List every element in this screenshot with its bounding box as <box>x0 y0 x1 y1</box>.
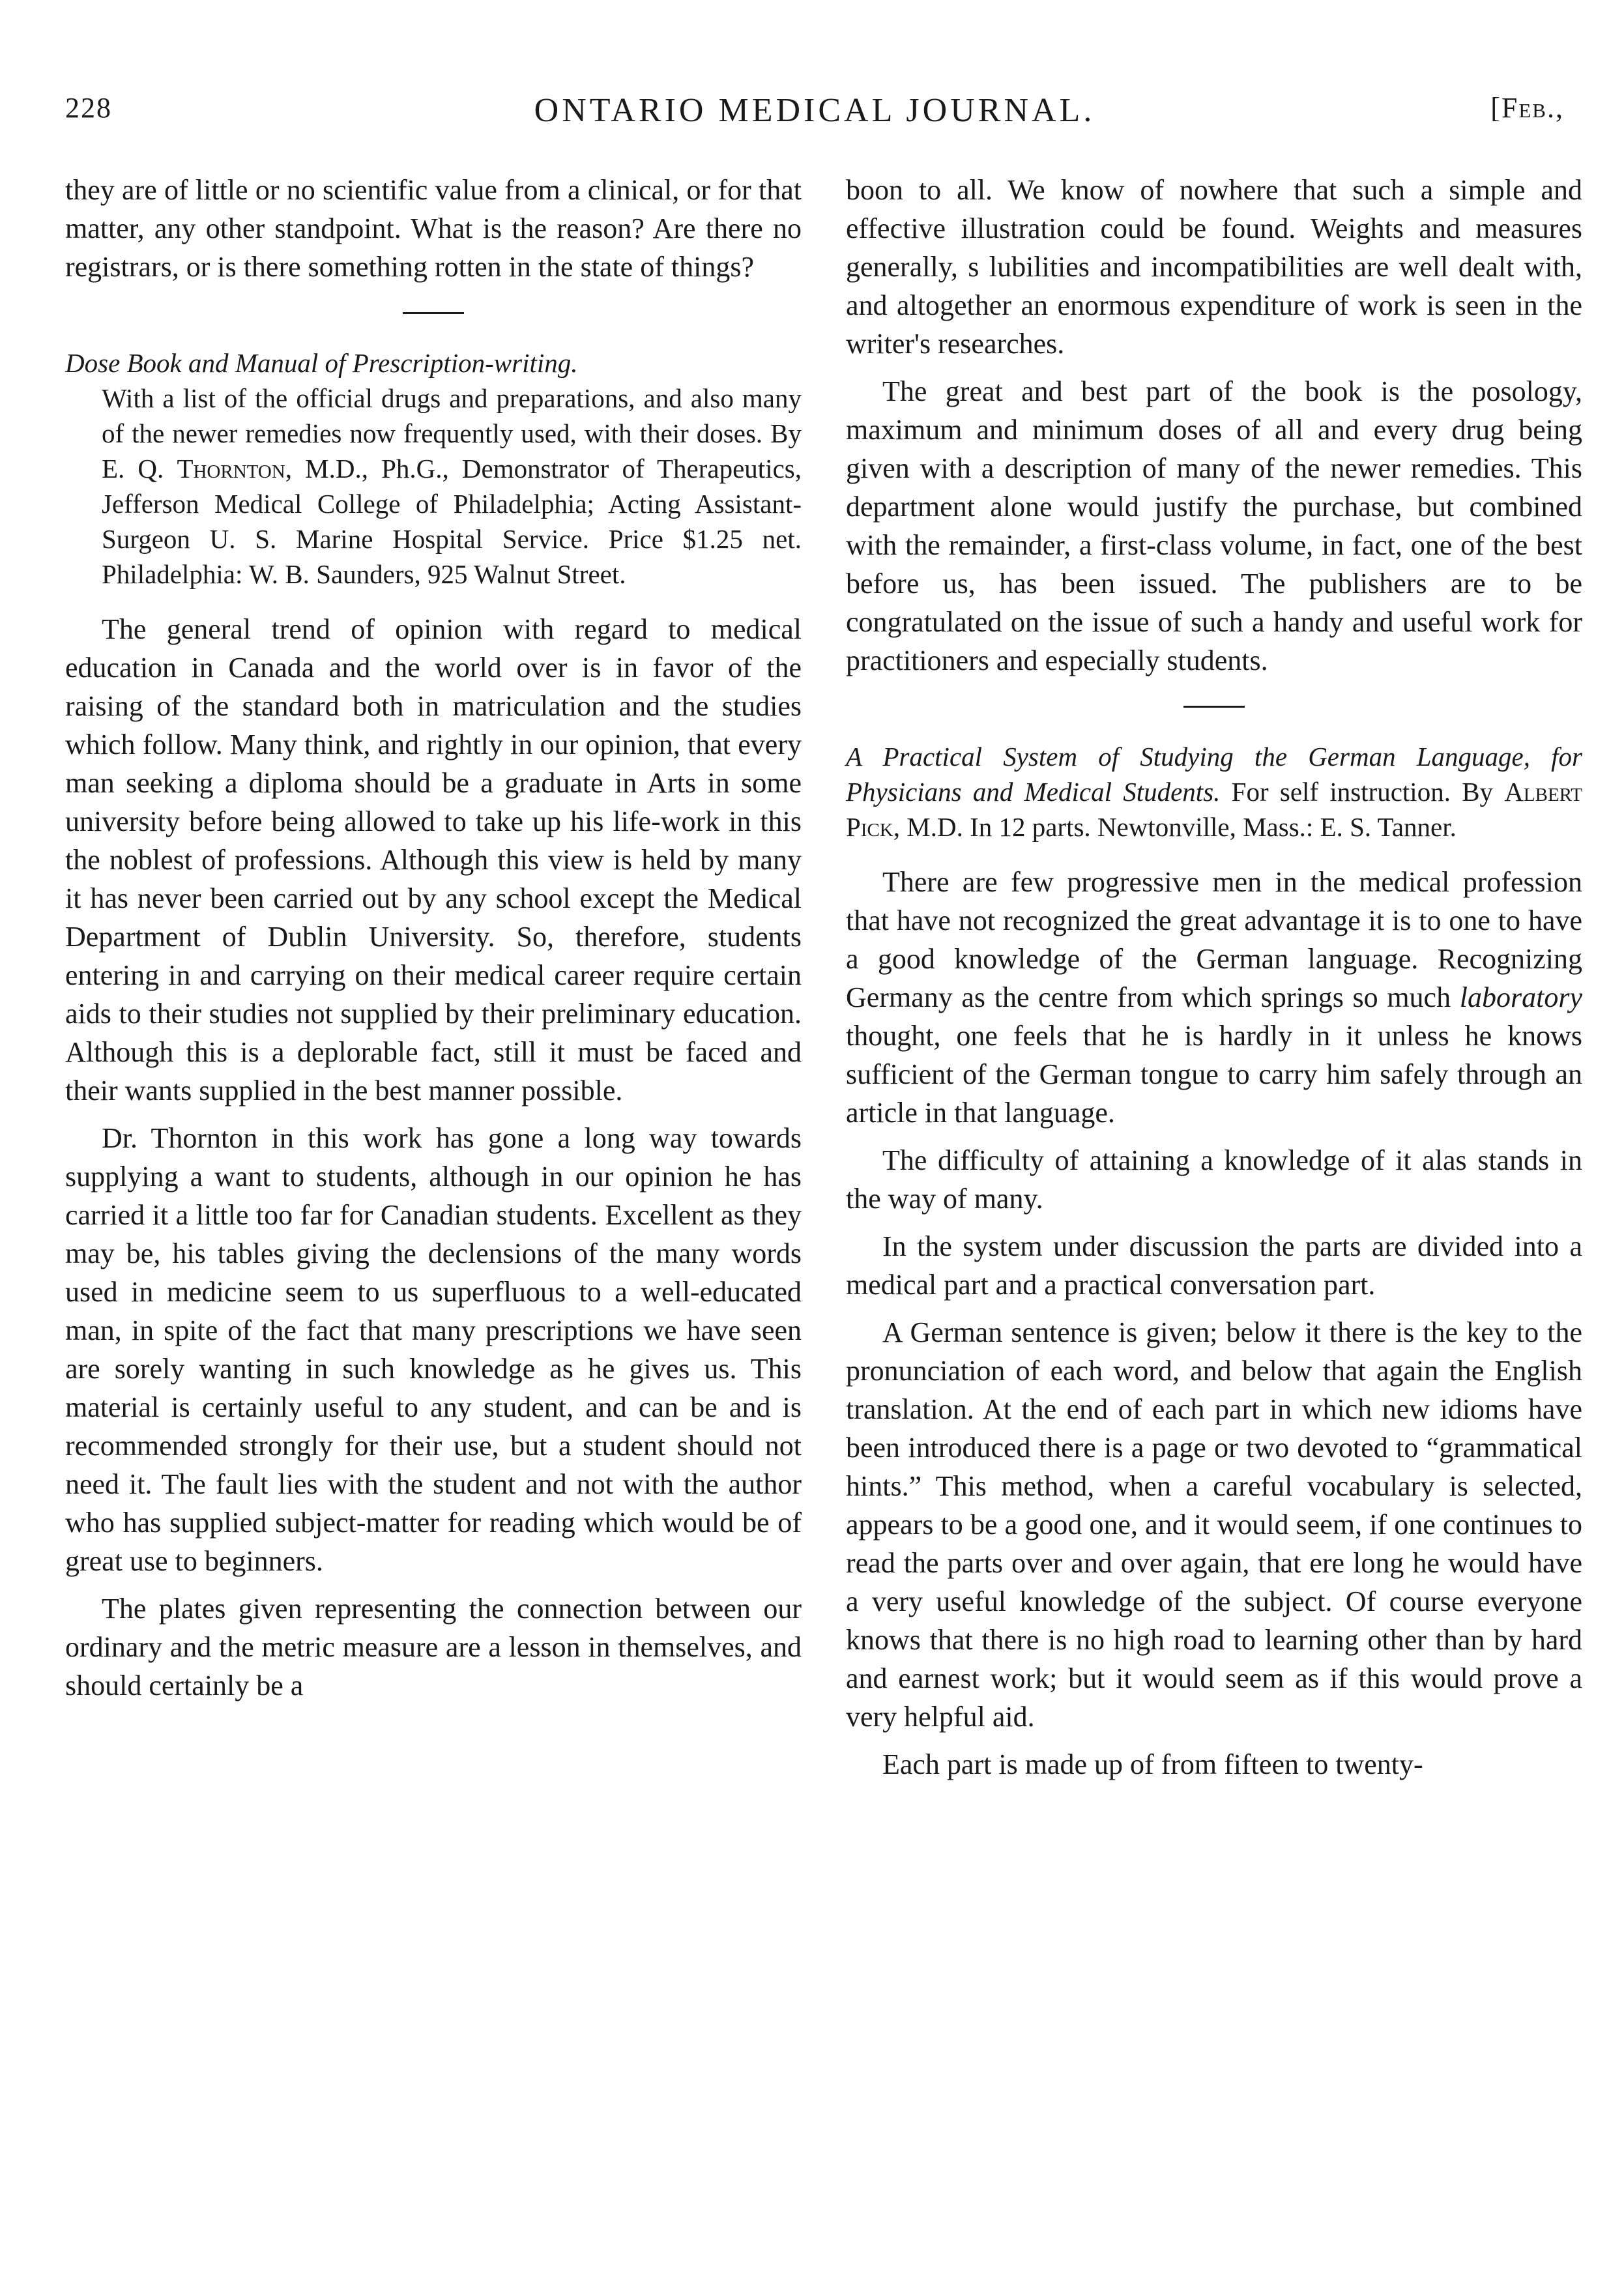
review-paragraph: The general trend of opinion with regard to medical education in Canada and the world over is in favor of the raising of the standard both in matriculation and the studies which follow. Many think, and rightly in our opinion, that every man seeking a diploma should be a graduate in Arts in some university before being allowed to take up his life-work in this the noblest of professions. Although this view is held by many it has never been carried out by any school except the Medical Department of Dublin University. So, therefore, students entering in and carrying on their medical career require certain aids to their studies not supplied by their preliminary education. Although this is a deplorable fact, still it must be faced and their wants supplied in the best manner possible. <box>65 613 802 1107</box>
book-author: Albert Pick <box>846 777 1583 842</box>
review-paragraph: The great and best part of the book is the posology, maximum and minimum doses of all and every drug being given with a description of many of the newer remedies. This department alone would justify the purchase, but combined with the remainder, a first-class volume, in fact, one of the best before us, has been issued. The publishers are to be congratulated on the issue of such a handy and useful work for practitioners and especially students. <box>846 375 1582 676</box>
continued-paragraph: boon to all. We know of nowhere that such a simple and effective illustration could be found. Weights and measures generally, s lubilities and incompatibilities are well dealt with, and altogether an enormous expenditure of work is seen in the writer's researches. <box>846 174 1582 360</box>
book-notice-dose-book <box>65 345 802 592</box>
review-paragraph: The plates given representing the connection between our ordinary and the metric measure are a lesson in themselves, and should certainly be a <box>65 1593 802 1701</box>
review-paragraph: Dr. Thornton in this work has gone a long way towards supplying a want to students, although in our opinion he has carried it a little too far for Canadian students. Excellent as they may be, his tables giving the declensions of the many words used in medicine seem to us superfluous to a well-educated man, in spite of the fact that many prescriptions we have seen are sorely wanting in such knowledge as he gives us. This material is certainly useful to any student, and can be and is recommended strongly for their use, but a student should not need it. The fault lies with the student and not with the author who has supplied subject-matter for reading which would be of great use to beginners. <box>65 1122 802 1577</box>
section-divider <box>403 312 464 314</box>
page-number: 228 <box>65 92 112 124</box>
review-text: There are few progressive men in the medical profession that have not recognized the great advantage it is to one to have a good knowledge of the German language. Recognizing Germany as the centre from which springs so much <box>846 866 1582 1013</box>
book-details-text: With a list of the official drugs and preparations, and also many of the newer remedies now frequently used, with their doses. By E. Q. <box>102 383 802 484</box>
book-details <box>65 381 802 592</box>
book-details-text: , M.D., Ph.G., Demonstrator of Therapeutics, Jefferson Medical College of Philadelphia; Acting Assistant-Surgeon U. S. Marine Hospital Service. Price $1.25 net. Philadelphia: W. B. Saunders, 925 Walnut Street. <box>102 454 802 589</box>
emphasized-word: laboratory <box>1459 981 1583 1013</box>
book-details-text: For self instruction. By <box>1231 777 1494 807</box>
book-title: Dose Book and Manual of Prescription-writing. <box>65 348 578 378</box>
left-column <box>65 171 802 1714</box>
issue-month: [Feb., <box>1490 92 1564 124</box>
review-paragraph: A German sentence is given; below it there is the key to the pronunciation of each word, and below that again the English translation. At the end of each part in which new idioms have been introduced there is a page or two devoted to “grammatical hints.” This method, when a careful vocabulary is selected, appears to be a good one, and it would seem, if one continues to read the parts over and over again, that ere long he would have a very useful knowledge of the subject. Of course everyone knows that there is no high road to learning other than by hard and earnest work; but it would seem as if this would prove a very helpful aid. <box>846 1316 1582 1733</box>
book-details-text: , M.D. In 12 parts. Newtonville, Mass.: E. S. Tanner. <box>893 812 1457 842</box>
review-paragraph: The difficulty of attaining a knowledge of it alas stands in the way of many. <box>846 1144 1582 1215</box>
section-divider <box>1183 706 1245 708</box>
journal-title: ONTARIO MEDICAL JOURNAL. <box>534 92 1095 129</box>
book-notice-german-language <box>846 739 1582 845</box>
book-title: A Practical System of Studying the German Language, for Physicians and Medical Students. <box>846 742 1582 807</box>
running-head <box>65 91 1564 150</box>
review-paragraph: In the system under discussion the parts are divided into a medical part and a practical conversation part. <box>846 1230 1582 1301</box>
intro-paragraph: they are of little or no scientific value from a clinical, or for that matter, any other standpoint. What is the reason? Are there no registrars, or is there something rotten in the state of things? <box>65 174 802 283</box>
right-column <box>846 171 1582 1793</box>
review-paragraph: Each part is made up of from fifteen to twenty- <box>882 1748 1423 1780</box>
review-paragraph <box>846 863 1582 1132</box>
review-text: thought, one feels that he is hardly in it unless he knows sufficient of the German tongue to carry him safely through an article in that language. <box>846 1020 1582 1129</box>
book-author: Thornton <box>177 454 285 484</box>
